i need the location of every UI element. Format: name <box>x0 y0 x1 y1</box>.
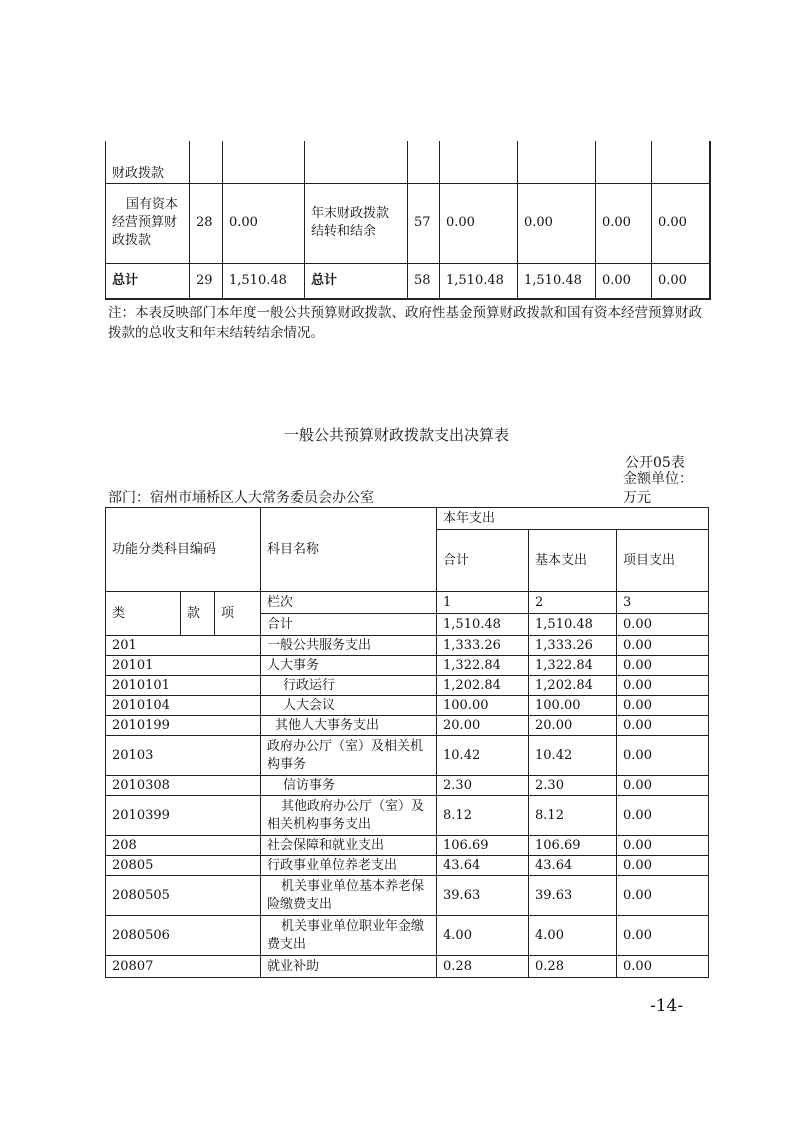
sum-total: 1,510.48 <box>437 614 529 636</box>
row-code: 2010308 <box>106 776 261 796</box>
table-cell: 0.00 <box>652 183 710 263</box>
table-cell <box>408 141 440 183</box>
sum-basic: 1,510.48 <box>529 614 617 636</box>
page-number: -14- <box>650 996 684 1016</box>
row-project: 0.00 <box>617 796 709 836</box>
row-project: 0.00 <box>617 956 709 978</box>
table-cell: 0.00 <box>440 183 518 263</box>
table-cell: 57 <box>408 183 440 263</box>
row-basic: 1,333.26 <box>529 636 617 656</box>
row-code: 20805 <box>106 856 261 876</box>
table-row <box>106 263 710 299</box>
table-row <box>106 856 709 876</box>
table-row <box>106 776 709 796</box>
header-lanci: 栏次 <box>261 592 437 614</box>
table-row <box>106 656 709 676</box>
department-label: 部门：宿州市埇桥区人大常务委员会办公室 <box>108 490 374 506</box>
row-name: 人大事务 <box>261 656 437 676</box>
row-project: 0.00 <box>617 696 709 716</box>
row-code: 2010101 <box>106 676 261 696</box>
row-code: 20101 <box>106 656 261 676</box>
row-name: 其他政府办公厅（室）及相关机构事务支出 <box>261 796 437 836</box>
row-basic: 0.28 <box>529 956 617 978</box>
table-cell <box>440 141 518 183</box>
row-code: 2010104 <box>106 696 261 716</box>
table-cell: 1,510.48 <box>440 263 518 299</box>
header-col2: 2 <box>529 592 617 614</box>
header-row <box>106 508 709 530</box>
row-project: 0.00 <box>617 836 709 856</box>
amount-unit: 金额单位：万元 <box>623 471 693 506</box>
table-cell <box>596 141 652 183</box>
table-row <box>106 916 709 956</box>
sum-project: 0.00 <box>617 614 709 636</box>
row-name: 政府办公厅（室）及相关机构事务 <box>261 736 437 776</box>
row-project: 0.00 <box>617 636 709 656</box>
row-project: 0.00 <box>617 716 709 736</box>
table-cell <box>223 141 305 183</box>
row-basic: 4.00 <box>529 916 617 956</box>
row-name: 其他人大事务支出 <box>261 716 437 736</box>
table-row <box>106 636 709 656</box>
row-project: 0.00 <box>617 876 709 916</box>
table-cell: 1,510.48 <box>223 263 305 299</box>
table-row <box>106 796 709 836</box>
row-project: 0.00 <box>617 916 709 956</box>
table-cell <box>652 141 710 183</box>
row-total: 106.69 <box>437 836 529 856</box>
row-basic: 1,202.84 <box>529 676 617 696</box>
header-col3: 3 <box>617 592 709 614</box>
header-col1: 1 <box>437 592 529 614</box>
table-cell: 29 <box>190 263 223 299</box>
row-basic: 100.00 <box>529 696 617 716</box>
revenue-expense-table <box>105 141 711 300</box>
row-name: 行政事业单位养老支出 <box>261 856 437 876</box>
table-cell <box>190 141 223 183</box>
row-basic: 2.30 <box>529 776 617 796</box>
row-project: 0.00 <box>617 676 709 696</box>
row-basic: 1,322.84 <box>529 656 617 676</box>
table-cell: 0.00 <box>652 263 710 299</box>
row-total: 10.42 <box>437 736 529 776</box>
row-total: 43.64 <box>437 856 529 876</box>
table-row <box>106 141 710 183</box>
table-row <box>106 956 709 978</box>
row-name: 就业补助 <box>261 956 437 978</box>
header-project: 项目支出 <box>617 530 709 592</box>
table-cell <box>518 141 596 183</box>
form-number: 公开05表 <box>625 455 685 471</box>
header-func-code: 功能分类科目编码 <box>106 508 261 592</box>
row-code: 201 <box>106 636 261 656</box>
row-code: 20103 <box>106 736 261 776</box>
table-row <box>106 836 709 856</box>
row-name: 社会保障和就业支出 <box>261 836 437 856</box>
header-kuan: 款 <box>181 592 215 636</box>
table-cell: 总计 <box>106 263 190 299</box>
row-code: 2010199 <box>106 716 261 736</box>
table-row <box>106 183 710 263</box>
expenditure-table <box>105 507 709 978</box>
row-total: 4.00 <box>437 916 529 956</box>
table-cell: 0.00 <box>518 183 596 263</box>
sum-label: 合计 <box>261 614 437 636</box>
table-cell: 0.00 <box>596 263 652 299</box>
row-name: 信访事务 <box>261 776 437 796</box>
row-name: 机关事业单位职业年金缴费支出 <box>261 916 437 956</box>
row-basic: 8.12 <box>529 796 617 836</box>
header-total: 合计 <box>437 530 529 592</box>
row-code: 2080505 <box>106 876 261 916</box>
row-name: 人大会议 <box>261 696 437 716</box>
row-project: 0.00 <box>617 776 709 796</box>
row-basic: 10.42 <box>529 736 617 776</box>
table-cell: 0.00 <box>596 183 652 263</box>
row-project: 0.00 <box>617 736 709 776</box>
row-name: 机关事业单位基本养老保险缴费支出 <box>261 876 437 916</box>
row-basic: 43.64 <box>529 856 617 876</box>
row-code: 208 <box>106 836 261 856</box>
table-row <box>106 676 709 696</box>
row-basic: 106.69 <box>529 836 617 856</box>
page-title: 一般公共预算财政拨款支出决算表 <box>283 426 509 444</box>
row-total: 1,202.84 <box>437 676 529 696</box>
header-basic: 基本支出 <box>529 530 617 592</box>
table-cell: 财政拨款 <box>106 141 190 183</box>
row-total: 2.30 <box>437 776 529 796</box>
row-total: 20.00 <box>437 716 529 736</box>
header-subject: 科目名称 <box>261 508 437 592</box>
table-row <box>106 696 709 716</box>
table-row <box>106 716 709 736</box>
row-total: 100.00 <box>437 696 529 716</box>
table-row <box>106 736 709 776</box>
row-basic: 39.63 <box>529 876 617 916</box>
header-xiang: 项 <box>215 592 261 636</box>
row-total: 0.28 <box>437 956 529 978</box>
table-cell: 年末财政拨款结转和结余 <box>305 183 408 263</box>
row-total: 1,333.26 <box>437 636 529 656</box>
row-project: 0.00 <box>617 656 709 676</box>
header-row <box>106 592 709 614</box>
table-row <box>106 876 709 916</box>
table-cell: 国有资本经营预算财政拨款 <box>106 183 190 263</box>
table-cell: 28 <box>190 183 223 263</box>
row-code: 2010399 <box>106 796 261 836</box>
table-note: 注：本表反映部门本年度一般公共预算财政拨款、政府性基金预算财政拨款和国有资本经营预算财政拨款的总收支和年末结转结余情况。 <box>108 305 702 341</box>
row-total: 1,322.84 <box>437 656 529 676</box>
table-cell: 58 <box>408 263 440 299</box>
table-cell <box>305 141 408 183</box>
row-total: 8.12 <box>437 796 529 836</box>
row-basic: 20.00 <box>529 716 617 736</box>
row-code: 2080506 <box>106 916 261 956</box>
row-name: 一般公共服务支出 <box>261 636 437 656</box>
table-cell: 0.00 <box>223 183 305 263</box>
header-year-expenditure: 本年支出 <box>437 508 709 530</box>
row-code: 20807 <box>106 956 261 978</box>
row-project: 0.00 <box>617 856 709 876</box>
row-total: 39.63 <box>437 876 529 916</box>
table-cell: 1,510.48 <box>518 263 596 299</box>
row-name: 行政运行 <box>261 676 437 696</box>
header-lei: 类 <box>106 592 181 636</box>
table-cell: 总计 <box>305 263 408 299</box>
